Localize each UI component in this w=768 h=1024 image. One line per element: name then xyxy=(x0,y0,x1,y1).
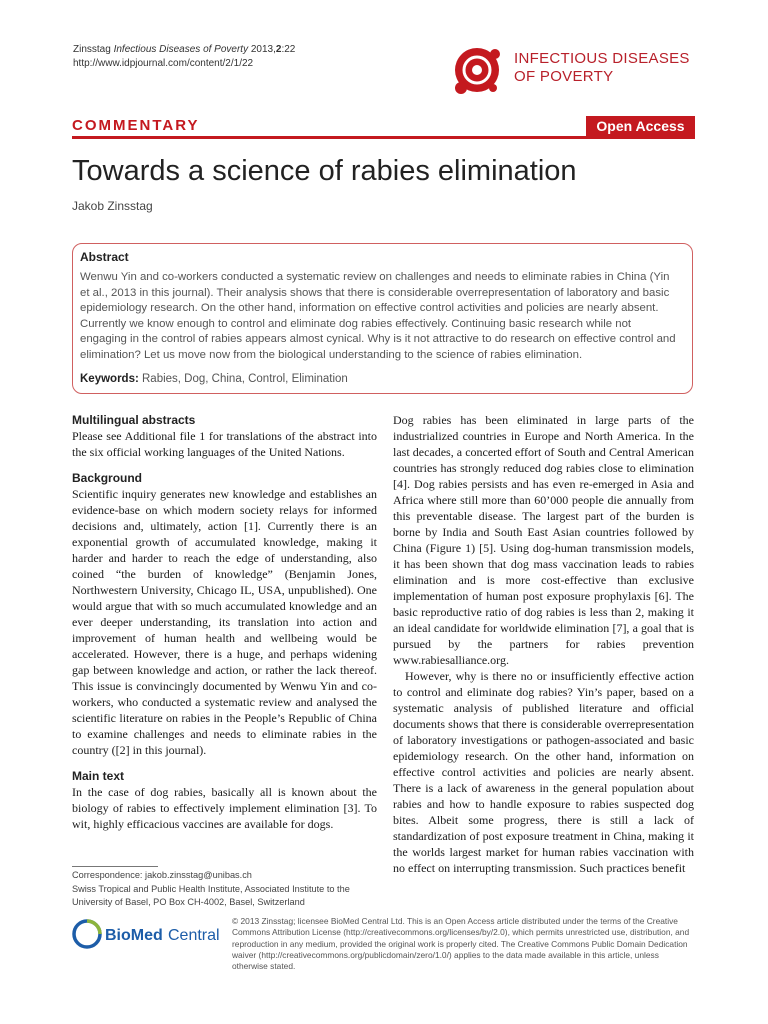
affiliation: Swiss Tropical and Public Health Institute, Associated Institute to the University of Basel, PO Box CH-4002, Basel, Switzerland xyxy=(72,883,350,907)
citation-author: Zinsstag xyxy=(73,44,111,55)
right-paragraph-2: However, why is there no or insufficiently effective action to control and eliminate dog rabies? Yin’s paper, based on a systematic analysis of published literature and official documents shows that there is considerable overrepresentation of laboratory investigations or pathogen-associated and basic epidemiology research. On the other hand, information on effective control activities and policies are nearly absent. There is a lack of awareness in the general population about rabies and how to handle exposure to rabies suspected dog bites. Albeit some progress, there is still a lack of standardization of post exposure treatment in China, making it the worlds largest market for human rabies vaccination with no effect on interrupting transmission. Such practices benefit xyxy=(393,669,694,875)
citation-year: 2013, xyxy=(250,44,276,55)
left-column xyxy=(72,412,377,832)
multilingual-heading: Multilingual abstracts xyxy=(72,413,196,427)
citation-line xyxy=(73,43,295,57)
keywords-label: Keywords: xyxy=(80,373,139,385)
multilingual-text: Please see Additional file 1 for translations of the abstract into the six official working languages of the United Nations. xyxy=(72,429,377,459)
citation-journal: Infectious Diseases of Poverty xyxy=(113,44,249,55)
main-text-body: In the case of dog rabies, basically all is known about the biology of rabies to effectively implement elimination [3]. To wit, highly efficacious vaccines are available for dogs. xyxy=(72,785,377,831)
biomed-text: BioMed xyxy=(105,927,163,944)
footnote-rule xyxy=(72,866,158,867)
citation-article-number: :22 xyxy=(281,44,296,55)
journal-logo-line2: OF POVERTY xyxy=(514,68,614,85)
correspondence: Correspondence: jakob.zinsstag@unibas.ch xyxy=(72,870,252,880)
background-heading: Background xyxy=(72,471,143,485)
citation-block xyxy=(73,43,295,71)
article-type-label: COMMENTARY xyxy=(72,117,200,134)
central-text: Central xyxy=(168,927,220,944)
journal-logo-mark-icon xyxy=(455,48,500,94)
main-text-heading: Main text xyxy=(72,769,125,783)
journal-logo-text xyxy=(514,50,690,86)
footnote xyxy=(72,869,372,910)
citation-volume: 2 xyxy=(275,44,282,55)
article-author: Jakob Zinsstag xyxy=(72,199,153,213)
right-column xyxy=(393,412,694,876)
article-title: Towards a science of rabies elimination xyxy=(72,155,577,187)
biomed-central-logo-icon xyxy=(72,918,222,950)
journal-logo-line1: INFECTIOUS DISEASES xyxy=(514,50,690,67)
biomed-central-mark-icon xyxy=(74,921,100,947)
license-text: © 2013 Zinsstag; licensee BioMed Central Ltd. This is an Open Access article distributed under the terms of the Creative Commons Attribution License (http://creativecommons.org/licenses/by/2.0), which permits unrestricted use, distribution, and reproduction in any medium, provided the original work is properly cited. The Creative Commons Public Domain Dedication waiver (http://creativecommons.org/publicdomain/zero/1.0/) applies to the data made available in this article, unless otherwise stated. xyxy=(232,916,690,972)
open-access-badge: Open Access xyxy=(586,116,695,137)
background-text: Scientific inquiry generates new knowledge and establishes an evidence-base on which modern society relays for informed decisions and, ultimately, action [1]. Currently there is an exponential growth of accumulated knowledge, making it harder and harder to reach the edge of understanding, also coined “the burden of knowledge” (Benjamin Jones, Northwestern University, Chicago IL, USA, unpublished). One would argue that with so much accumulated knowledge and an ever deeper understanding, its translation into action and improvement of human health and wellbeing would be accelerated. However, there is a huge, and perhaps widening gap between knowledge and action, or rather the lack thereof. This issue is convincingly documented by Wenwu Yin and co-workers, who conducted a systematic review and analysed the scientific literature on rabies in the People’s Republic of China to examine challenges and needs to eliminate rabies in the country ([2] in this journal). xyxy=(72,487,377,757)
keywords-list: Rabies, Dog, China, Control, Elimination xyxy=(142,373,348,385)
abstract-heading: Abstract xyxy=(80,250,129,264)
right-paragraph-1: Dog rabies has been eliminated in large parts of the industrialized countries in Europe and North America. In the last decades, a concerted effort of South and Central American countries has strongly reduced dog rabies close to elimination [4]. Dog rabies persists and has even re-emerged in Asia and Africa where still more than 60’000 people die annually from this preventable disease. The largest part of the burden is borne by India and South East Asian countries followed by China (Figure 1) [5]. Using dog-human transmission models, it has been shown that dog mass vaccination leads to rabies elimination and is more cost-effective than exclusive implementation of human post exposure prophylaxis [6]. The basic reproductive ratio of dog rabies is less than 2, making it an ideal candidate for worldwide elimination [7], a goal that is pursued by the partners for rabies prevention www.rabiesalliance.org. xyxy=(393,413,694,667)
keywords xyxy=(80,373,348,385)
abstract-text: Wenwu Yin and co-workers conducted a systematic review on challenges and needs to eliminate rabies in China (Yin et al., 2013 in this journal). Their analysis shows that there is considerable overrepresentation of laboratory and basic epidemiology research. On the other hand, information on effective control activities and policies are nearly absent. Currently we know enough to control and eliminate dog rabies effectively. Continuing basic research while not engaging in the control of rabies appears almost cynical. Why is it not attractive to do research on effective control and elimination? Let us move now from the biological understanding to the science of rabies elimination. xyxy=(80,271,676,361)
citation-url[interactable]: http://www.idpjournal.com/content/2/1/22 xyxy=(73,58,254,69)
